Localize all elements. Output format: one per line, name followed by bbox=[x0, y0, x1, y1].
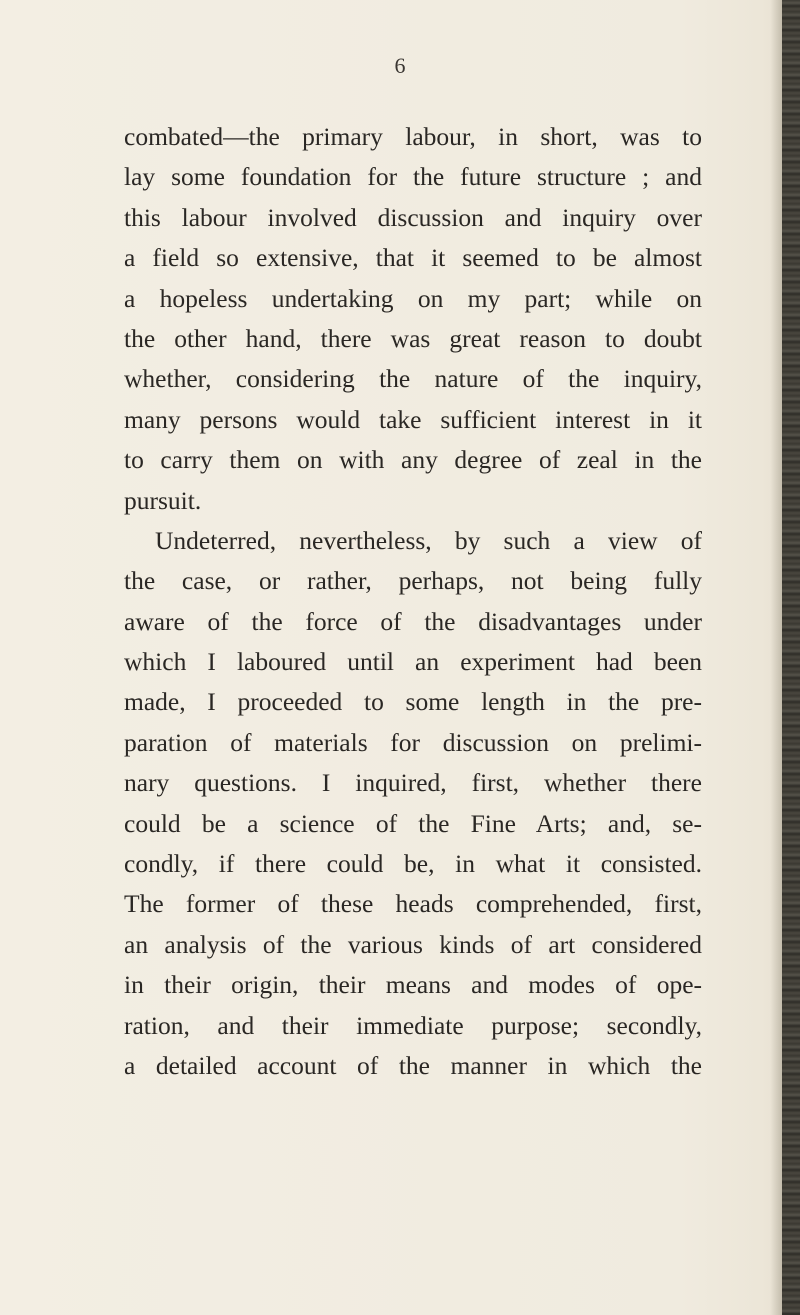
text-line: lay some foundation for the future structure ; and bbox=[124, 162, 702, 192]
text-line: to carry them on with any degree of zeal in the bbox=[124, 445, 702, 475]
text-line: nary questions. I inquired, first, whether there bbox=[124, 768, 702, 798]
page-edge-shadow bbox=[770, 0, 782, 1315]
text-line: the case, or rather, perhaps, not being fully bbox=[124, 566, 702, 596]
text-line: could be a science of the Fine Arts; and, se- bbox=[124, 808, 702, 838]
text-line: made, I proceeded to some length in the pre- bbox=[124, 687, 702, 717]
text-line: Undeterred, nevertheless, by such a view of bbox=[155, 525, 702, 555]
text-line: combated—the primary labour, in short, was to bbox=[124, 122, 702, 151]
text-line: ration, and their immediate purpose; secondly, bbox=[124, 1010, 702, 1040]
page-number: 6 bbox=[394, 53, 406, 78]
text-line: condly, if there could be, in what it consisted. bbox=[124, 849, 702, 879]
text-line: many persons would take sufficient interest in it bbox=[124, 404, 702, 434]
text-line: which I laboured until an experiment had been bbox=[124, 647, 702, 677]
text-line: a field so extensive, that it seemed to be almost bbox=[124, 243, 702, 273]
text-line: whether, considering the nature of the inquiry, bbox=[124, 364, 702, 394]
text-line: an analysis of the various kinds of art considered bbox=[124, 929, 702, 959]
text-line: this labour involved discussion and inquiry over bbox=[124, 202, 702, 232]
text-line: aware of the force of the disadvantages under bbox=[124, 606, 702, 636]
text-line: paration of materials for discussion on prelimi- bbox=[124, 727, 702, 757]
text-line: a detailed account of the manner in which the bbox=[124, 1050, 702, 1080]
text-line: The former of these heads comprehended, first, bbox=[124, 889, 702, 919]
text-line: pursuit. bbox=[124, 485, 202, 515]
body-text bbox=[124, 117, 702, 1086]
text-line: a hopeless undertaking on my part; while on bbox=[124, 283, 702, 313]
text-line: in their origin, their means and modes of ope- bbox=[124, 970, 702, 1000]
text-line: the other hand, there was great reason to doubt bbox=[124, 323, 702, 353]
book-edge bbox=[782, 0, 800, 1315]
